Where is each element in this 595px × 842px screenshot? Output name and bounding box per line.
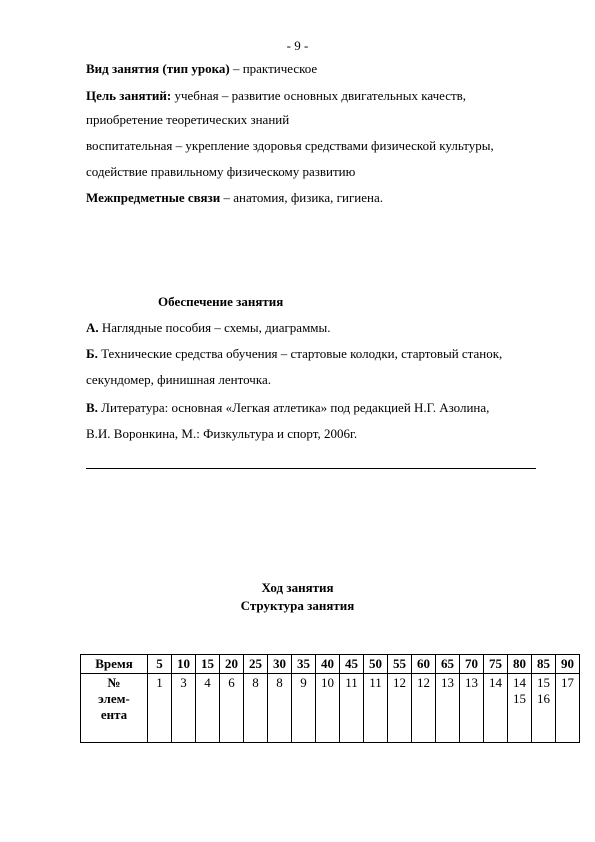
goals-line-1 (86, 88, 466, 104)
goals-text-2: приобретение теоретических знаний (86, 112, 290, 127)
time-cell: 80 (508, 655, 532, 674)
provision-b-text-2: секундомер, финишная ленточка. (86, 372, 271, 387)
element-cell: 8 (268, 674, 292, 743)
provision-v-line-2 (86, 426, 357, 442)
element-cell: 11 (340, 674, 364, 743)
provision-a-label: А. (86, 320, 99, 335)
element-cell: 17 (556, 674, 580, 743)
element-row (81, 674, 580, 743)
time-cell: 15 (196, 655, 220, 674)
element-cell: 9 (292, 674, 316, 743)
time-cell: 20 (220, 655, 244, 674)
goals-line-2 (86, 112, 289, 128)
element-label-line-3: ента (100, 707, 128, 722)
time-cell: 50 (364, 655, 388, 674)
time-cell: 70 (460, 655, 484, 674)
element-label-line-1: № (107, 675, 121, 690)
provision-b-line-2 (86, 372, 271, 388)
time-cell: 5 (148, 655, 172, 674)
provision-a-line (86, 320, 331, 336)
time-row (81, 655, 580, 674)
time-cell: 55 (388, 655, 412, 674)
lesson-type-line (86, 61, 317, 77)
time-cell: 30 (268, 655, 292, 674)
element-cell: 12 (412, 674, 436, 743)
element-cell: 8 (244, 674, 268, 743)
element-label (81, 674, 148, 743)
provision-a-text: Наглядные пособия – схемы, диаграммы. (98, 320, 331, 335)
time-cell: 90 (556, 655, 580, 674)
provision-v-line-1 (86, 400, 489, 416)
provision-v-text-2: В.И. Воронкина, М.: Физкультура и спорт, 2006г. (86, 426, 358, 441)
provision-title: Обеспечение занятия (158, 294, 284, 309)
element-cell: 6 (220, 674, 244, 743)
structure-table (80, 654, 580, 743)
element-cell: 14 (484, 674, 508, 743)
provision-b-label: Б. (86, 346, 98, 361)
time-cell: 75 (484, 655, 508, 674)
lesson-type-label: Вид занятия (тип урока) (86, 61, 230, 76)
element-cell: 13 (436, 674, 460, 743)
provision-v-label: В. (86, 400, 98, 415)
interdisciplinary-label: Межпредметные связи (86, 190, 221, 205)
time-cell: 85 (532, 655, 556, 674)
time-cell: 25 (244, 655, 268, 674)
time-cell: 65 (436, 655, 460, 674)
time-cell: 40 (316, 655, 340, 674)
element-cell: 14 15 (508, 674, 532, 743)
provision-b-text-1: Технические средства обучения – стартовые колодки, стартовый станок, (97, 346, 503, 361)
provision-b-line-1 (86, 346, 502, 362)
time-cell: 45 (340, 655, 364, 674)
goals-text-3: воспитательная – укрепление здоровья средствами физической культуры, (86, 138, 494, 153)
goals-text-4: содействие правильному физическому развитию (86, 164, 356, 179)
time-cell: 35 (292, 655, 316, 674)
element-cell: 1 (148, 674, 172, 743)
element-cell: 12 (388, 674, 412, 743)
time-cell: 10 (172, 655, 196, 674)
element-cell: 13 (460, 674, 484, 743)
lesson-type-value: – практическое (229, 61, 318, 76)
element-cell: 10 (316, 674, 340, 743)
element-cell: 4 (196, 674, 220, 743)
time-label: Время (81, 655, 148, 674)
time-cell: 60 (412, 655, 436, 674)
course-subtitle: Структура занятия (240, 598, 355, 613)
goals-line-3 (86, 138, 494, 154)
element-cell: 11 (364, 674, 388, 743)
element-cell: 15 16 (532, 674, 556, 743)
separator-line (86, 468, 536, 469)
goals-line-4 (86, 164, 355, 180)
course-title: Ход занятия (261, 580, 334, 595)
goals-label: Цель занятий: (86, 88, 172, 103)
goals-text-1: учебная – развитие основных двигательных качеств, (171, 88, 467, 103)
provision-v-text-1: Литература: основная «Легкая атлетика» под редакцией Н.Г. Азолина, (97, 400, 490, 415)
page-number: - 9 - (286, 38, 309, 53)
element-cell: 3 (172, 674, 196, 743)
interdisciplinary-line (86, 190, 383, 206)
interdisciplinary-value: – анатомия, физика, гигиена. (220, 190, 384, 205)
element-label-line-2: элем- (98, 691, 130, 706)
